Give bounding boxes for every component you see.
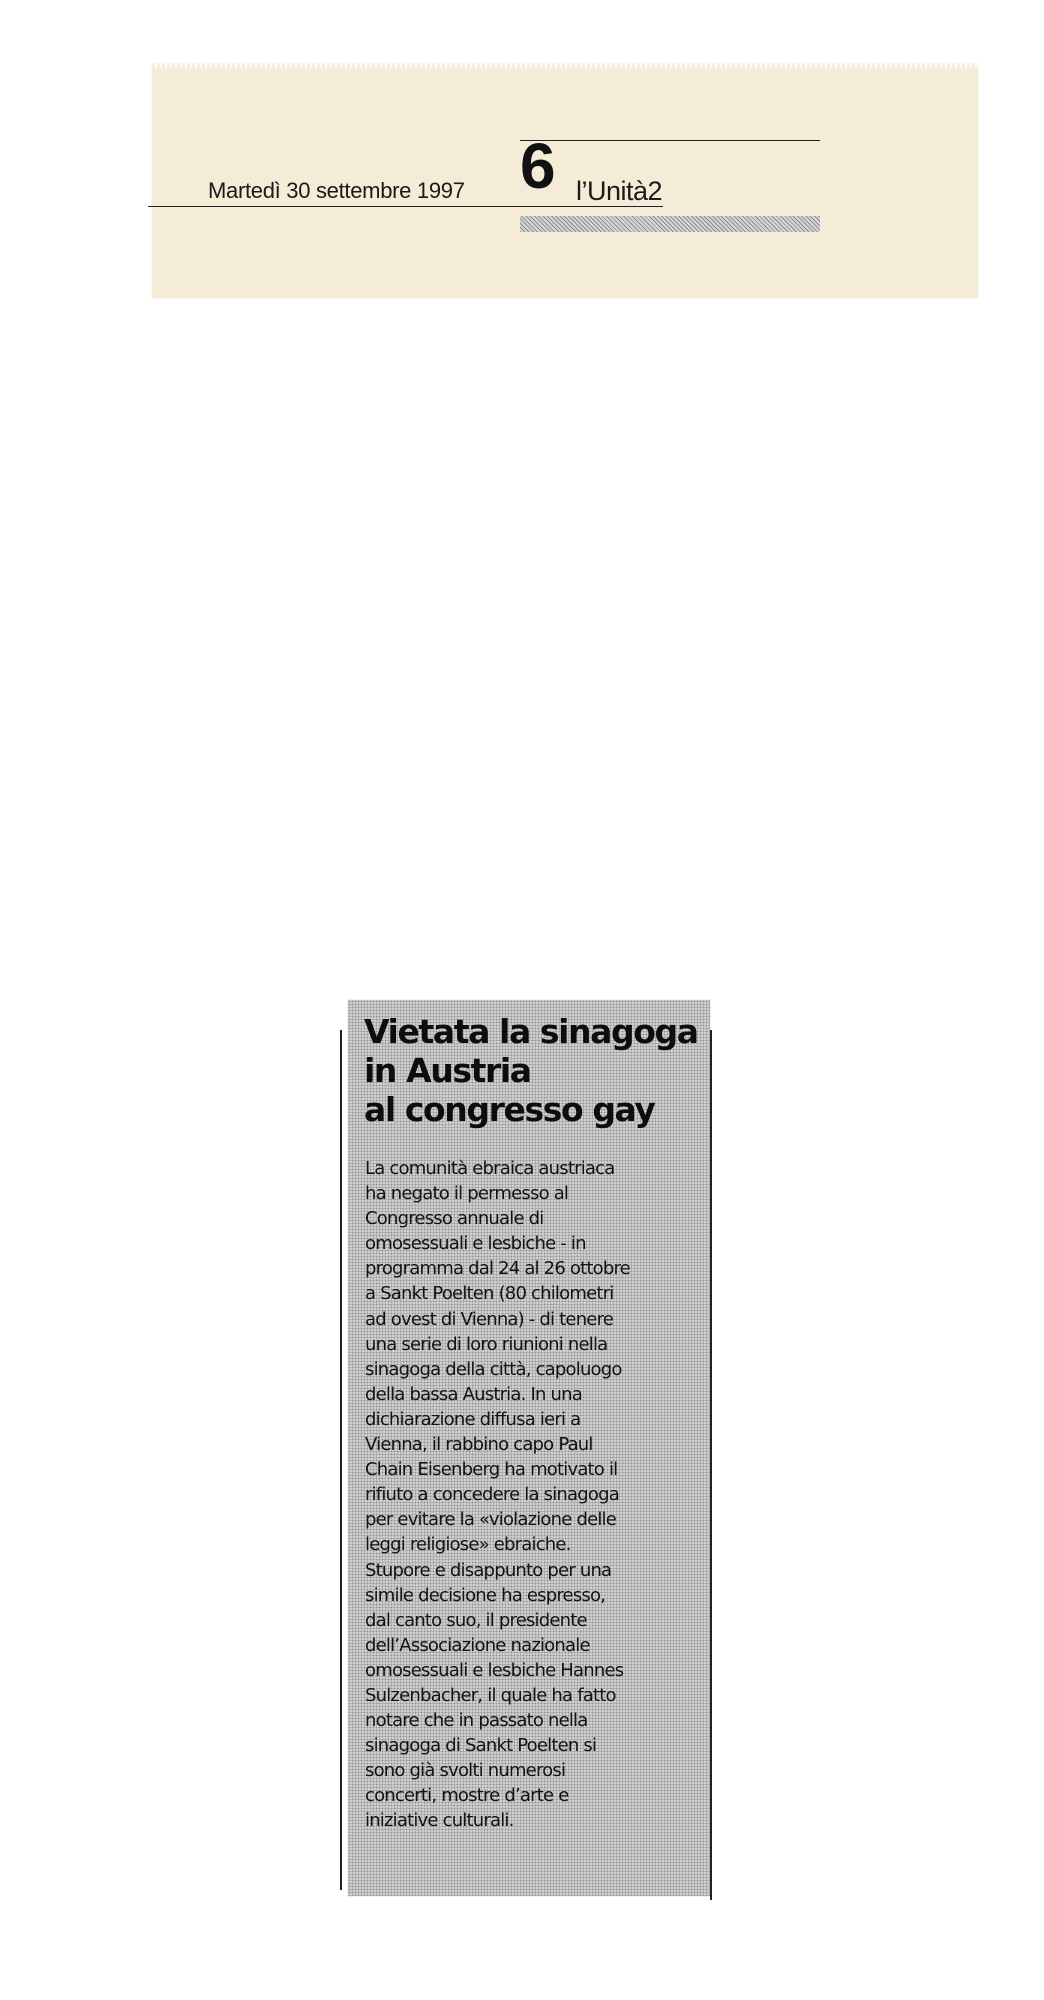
article-body-line: omosessuali e lesbiche Hannes [365, 1659, 624, 1681]
article-body-line: Stupore e disappunto per una [365, 1559, 612, 1581]
article-body-line: della bassa Austria. In una [365, 1383, 582, 1405]
newspaper-name: l’Unità2 [576, 176, 663, 206]
article-body-line: La comunità ebraica austriaca [365, 1158, 615, 1179]
article-body-line: per evitare la «violazione delle [365, 1509, 617, 1531]
article-left-border [340, 1030, 342, 1890]
article-body-line: Vienna, il rabbino capo Paul [365, 1434, 593, 1456]
article-body-line: programma dal 24 al 26 ottobre [365, 1258, 630, 1280]
article-body-line: leggi religiose» ebraiche. [365, 1534, 571, 1556]
article-body-line: dichiarazione diffusa ieri a [365, 1408, 581, 1430]
article-body-line: Congresso annuale di [365, 1208, 544, 1230]
article-body-line: dell’Associazione nazionale [365, 1634, 590, 1656]
article-body [365, 1156, 705, 1834]
masthead-date: Martedì 30 settembre 1997 [208, 178, 465, 203]
headline-line: al congresso gay [364, 1090, 655, 1129]
article-headline [364, 1012, 704, 1129]
article-body-line: ad ovest di Vienna) - di tenere [365, 1308, 614, 1330]
article-body-line: rifiuto a concedere la sinagoga [365, 1484, 619, 1506]
article-body-line: sinagoga della città, capoluogo [365, 1358, 622, 1380]
article-body-line: Sulzenbacher, il quale ha fatto [365, 1684, 616, 1706]
article-body-line: simile decisione ha espresso, [365, 1584, 606, 1606]
article-body-line: sono già svolti numerosi [365, 1760, 566, 1782]
article-body-line: a Sankt Poelten (80 chilometri [365, 1283, 614, 1305]
article-right-border [710, 1030, 712, 1900]
article-body-line: ha negato il permesso al [365, 1183, 569, 1205]
article-body-line: dal canto suo, il presidente [365, 1609, 587, 1631]
article-body-line: omosessuali e lesbiche - in [365, 1233, 586, 1255]
headline-line: Vietata la sinagoga [364, 1012, 698, 1051]
headline-line: in Austria [364, 1051, 531, 1090]
article-body-line: Chain Eisenberg ha motivato il [365, 1459, 618, 1481]
masthead-hatch-band [520, 216, 820, 232]
page-number: 6 [520, 130, 556, 202]
article-body-line: notare che in passato nella [365, 1710, 588, 1732]
article-body-line: sinagoga di Sankt Poelten si [365, 1735, 597, 1757]
article-body-line: concerti, mostre d’arte e [365, 1785, 569, 1807]
masthead-top-rule [520, 140, 820, 141]
article-body-line: iniziative culturali. [365, 1810, 514, 1832]
article-body-line: una serie di loro riunioni nella [365, 1333, 608, 1355]
